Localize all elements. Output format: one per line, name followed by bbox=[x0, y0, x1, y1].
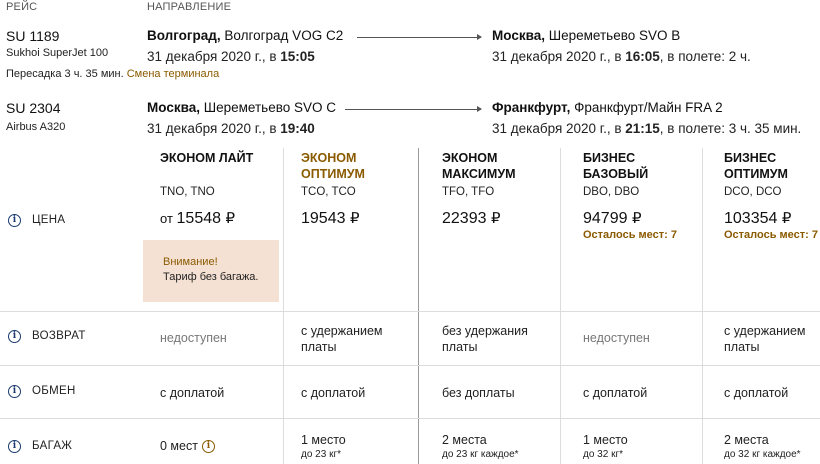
flight-duration: , в полете: 2 ч. bbox=[659, 49, 751, 64]
tariff-codes: TNO, TNO bbox=[160, 186, 215, 198]
arrival-location bbox=[492, 100, 723, 115]
exchange-value: без доплаты bbox=[442, 386, 515, 400]
price-prefix: от bbox=[160, 211, 177, 226]
route-arrow bbox=[345, 109, 481, 110]
flight-column-header: РЕЙС bbox=[6, 1, 38, 13]
transfer-note: Смена терминала bbox=[126, 68, 220, 80]
arrival-city: Москва, bbox=[492, 28, 545, 43]
currency-symbol: ₽ bbox=[225, 210, 236, 227]
baggage-count: 0 мест bbox=[160, 439, 198, 453]
tariff-name-selected[interactable]: ЭКОНОМ ОПТИМУМ bbox=[301, 151, 365, 181]
info-icon[interactable]: i bbox=[8, 330, 21, 343]
baggage-weight: до 23 кг* bbox=[301, 449, 341, 460]
column-divider bbox=[560, 148, 561, 464]
flight-duration: , в полете: 3 ч. 35 мин. bbox=[659, 121, 802, 136]
seats-left: Осталось мест: 7 bbox=[724, 229, 818, 241]
refund-value: с удержанием платы bbox=[301, 324, 383, 354]
arrival-location bbox=[492, 28, 680, 43]
info-icon[interactable]: i bbox=[8, 440, 21, 453]
arrival-date: 31 декабря 2020 г., в bbox=[492, 49, 622, 64]
warning-box bbox=[143, 240, 279, 302]
tariff-codes: TFO, TFO bbox=[442, 186, 495, 198]
column-divider bbox=[283, 148, 284, 464]
column-divider bbox=[702, 148, 703, 464]
tariff-codes: DCO, DCO bbox=[724, 186, 782, 198]
row-divider bbox=[0, 418, 820, 419]
row-divider bbox=[0, 365, 820, 366]
tariff-price[interactable] bbox=[442, 209, 501, 228]
departure-date: 31 декабря 2020 г., в bbox=[147, 49, 277, 64]
price-value: 103354 bbox=[724, 210, 778, 227]
transfer-info bbox=[6, 68, 219, 80]
price-value: 94799 bbox=[583, 210, 628, 227]
baggage-value: 1 место bbox=[301, 433, 346, 447]
tariff-codes: TCO, TCO bbox=[301, 186, 356, 198]
departure-city: Москва, bbox=[147, 100, 200, 115]
departure-airport: Волгоград VOG C2 bbox=[224, 28, 344, 43]
currency-symbol: ₽ bbox=[631, 210, 642, 227]
row-label-exchange: ОБМЕН bbox=[32, 385, 76, 397]
info-icon[interactable]: i bbox=[8, 385, 21, 398]
exchange-value: с доплатой bbox=[301, 386, 366, 400]
baggage-value: 2 места bbox=[442, 433, 487, 447]
arrival-date: 31 декабря 2020 г., в bbox=[492, 121, 622, 136]
baggage-value bbox=[160, 438, 215, 454]
departure-city: Волгоград, bbox=[147, 28, 221, 43]
tariff-price[interactable] bbox=[160, 209, 235, 228]
baggage-value: 1 место bbox=[583, 433, 628, 447]
baggage-weight: до 23 кг каждое* bbox=[442, 449, 519, 460]
departure-datetime bbox=[147, 121, 315, 136]
refund-value: недоступен bbox=[583, 331, 650, 345]
refund-value: без удержания платы bbox=[442, 324, 528, 354]
baggage-weight: до 32 кг каждое* bbox=[724, 449, 801, 460]
refund-value: недоступен bbox=[160, 331, 227, 345]
departure-time: 15:05 bbox=[280, 49, 315, 64]
tariff-name[interactable]: БИЗНЕС ОПТИМУМ bbox=[724, 151, 788, 181]
tariff-price[interactable] bbox=[724, 209, 791, 228]
arrival-datetime bbox=[492, 121, 801, 136]
tariff-name[interactable]: БИЗНЕС БАЗОВЫЙ bbox=[583, 151, 649, 181]
baggage-info-icon[interactable]: i bbox=[202, 440, 215, 453]
baggage-value: 2 места bbox=[724, 433, 769, 447]
departure-time: 19:40 bbox=[280, 121, 315, 136]
row-divider bbox=[0, 311, 820, 312]
route-arrow bbox=[357, 37, 481, 38]
arrival-datetime bbox=[492, 49, 751, 64]
info-icon[interactable]: i bbox=[8, 214, 21, 227]
warning-text: Тариф без багажа. bbox=[163, 271, 259, 283]
warning-title: Внимание! bbox=[163, 256, 218, 268]
price-value: 22393 bbox=[442, 210, 487, 227]
arrival-time: 21:15 bbox=[625, 121, 660, 136]
exchange-value: с доплатой bbox=[160, 386, 225, 400]
tariff-name[interactable]: ЭКОНОМ ЛАЙТ bbox=[160, 151, 254, 165]
arrival-airport: Франкфурт/Майн FRA 2 bbox=[574, 100, 723, 115]
aircraft-type: Airbus A320 bbox=[6, 121, 66, 133]
seats-left: Осталось мест: 7 bbox=[583, 229, 677, 241]
exchange-value: с доплатой bbox=[583, 386, 648, 400]
tariff-price[interactable] bbox=[583, 209, 642, 228]
currency-symbol: ₽ bbox=[781, 210, 792, 227]
price-value: 19543 bbox=[301, 210, 346, 227]
price-value: 15548 bbox=[176, 210, 222, 227]
tariff-price[interactable] bbox=[301, 209, 360, 228]
departure-date: 31 декабря 2020 г., в bbox=[147, 121, 277, 136]
currency-symbol: ₽ bbox=[490, 210, 501, 227]
refund-value: с удержанием платы bbox=[724, 324, 806, 354]
departure-location bbox=[147, 100, 336, 115]
currency-symbol: ₽ bbox=[349, 210, 360, 227]
transfer-time: Пересадка 3 ч. 35 мин. bbox=[6, 68, 124, 80]
tariff-name[interactable]: ЭКОНОМ МАКСИМУМ bbox=[442, 151, 516, 181]
row-label-refund: ВОЗВРАТ bbox=[32, 330, 86, 342]
flight-number: SU 1189 bbox=[6, 28, 60, 44]
aircraft-type: Sukhoi SuperJet 100 bbox=[6, 47, 109, 59]
row-label-baggage: БАГАЖ bbox=[32, 440, 73, 452]
arrival-airport: Шереметьево SVO B bbox=[548, 28, 681, 43]
departure-datetime bbox=[147, 49, 315, 64]
departure-airport: Шереметьево SVO C bbox=[203, 100, 336, 115]
arrival-city: Франкфурт, bbox=[492, 100, 571, 115]
tariff-codes: DBO, DBO bbox=[583, 186, 640, 198]
departure-location bbox=[147, 28, 343, 43]
direction-column-header: НАПРАВЛЕНИЕ bbox=[147, 1, 232, 13]
exchange-value: с доплатой bbox=[724, 386, 789, 400]
row-label-price: ЦЕНА bbox=[32, 214, 66, 226]
column-divider bbox=[418, 148, 419, 464]
flight-number: SU 2304 bbox=[6, 100, 61, 116]
arrival-time: 16:05 bbox=[625, 49, 660, 64]
baggage-weight: до 32 кг* bbox=[583, 449, 623, 460]
